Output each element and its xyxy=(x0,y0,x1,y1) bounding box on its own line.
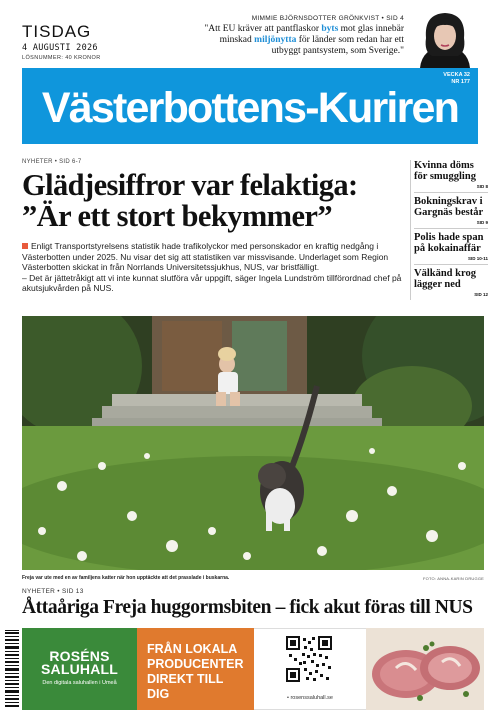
quote-highlight-2: miljönytta xyxy=(254,35,297,45)
lead-ingress xyxy=(22,241,406,294)
ad-qr-panel[interactable] xyxy=(254,628,366,710)
ad-brand-line-1: ROSÉNS xyxy=(49,648,110,664)
issue-price: LÖSNUMMER: 40 KRONOR xyxy=(22,55,101,61)
quote-text-1: "Att EU kräver att pantflaskor xyxy=(204,24,322,34)
ad-url[interactable]: • rosenssaluhall.se xyxy=(287,695,333,701)
puff-title: Kvinna döms för smuggling xyxy=(414,160,476,182)
week-label: VECKA 32 xyxy=(443,72,470,78)
columnist-portrait xyxy=(412,8,478,68)
ad-slogan xyxy=(147,642,247,702)
lead-headline-line-1: Glädjesiffror var felaktiga: xyxy=(22,168,358,202)
puff-title: Polis hade span på kokainaffär xyxy=(414,232,484,254)
puff-item[interactable] xyxy=(411,232,488,261)
puff-page: SID 8 xyxy=(476,184,488,189)
puff-column xyxy=(410,160,488,300)
second-kicker: NYHETER • SID 13 xyxy=(22,588,84,595)
divider xyxy=(414,264,488,265)
issue-number: NR 177 xyxy=(451,79,470,85)
ad-brand-logo xyxy=(22,650,137,676)
ad-slogan-panel[interactable] xyxy=(137,628,254,710)
ingress-quote: – Det är jättetråkigt att vi inte kunnat slutföra vår uppgift, säger Ingela Lundström tillförordnad chef på akutsjukvården på NUS. xyxy=(22,272,402,293)
ad-product-photo xyxy=(366,628,484,710)
barcode xyxy=(5,628,19,710)
weekday: TISDAG xyxy=(22,22,92,41)
puff-page: SID 12 xyxy=(474,292,488,297)
newspaper-title: Västerbottens-Kuriren xyxy=(41,84,459,132)
puff-title: Välkänd krog lägger ned xyxy=(414,268,476,290)
puff-title: Bokningskrav i Gargnäs består xyxy=(414,196,484,218)
quote-text-2: mot glas innebär minskad xyxy=(219,24,404,45)
puff-page: SID 10-11 xyxy=(467,256,488,261)
puff-item[interactable] xyxy=(411,160,488,189)
puff-item[interactable] xyxy=(411,196,488,225)
ad-slogan-line-1: FRÅN LOKALA xyxy=(147,642,238,656)
issue-date: 4 AUGUSTI 2026 xyxy=(22,43,98,53)
bullet-square-icon xyxy=(22,243,28,249)
puff-page: SID 9 xyxy=(476,220,488,225)
ad-brand-line-2: SALUHALL xyxy=(40,661,119,677)
teaser-quote[interactable] xyxy=(194,24,404,57)
quote-highlight-1: byts xyxy=(321,24,339,34)
puff-item[interactable] xyxy=(411,268,488,297)
divider xyxy=(414,228,488,229)
ingress-text: Enligt Transportstyrelsens statistik hade trafikolyckor med personskador en kraftig nedgång i Västerbotten under 2025. Nu visar det sig att statistiken var missvisande. Underlaget som Region Västerbotten skickat in från Norrlands Universitetssjukhus, NUS, var bristfälligt. xyxy=(22,241,389,272)
photo-credit: FOTO: ANNA-KARIN DRUGGE xyxy=(423,576,484,581)
ad-brand-subtitle: Den digitala saluhallen i Umeå xyxy=(42,680,117,686)
header-strip xyxy=(0,0,500,68)
quote-text-3: för länder som redan har ett utbyggt pantsystem, som Sverige." xyxy=(271,35,404,56)
quote-source[interactable]: MIMMIE BJÖRNSDOTTER GRÖNKVIST • SID 4 xyxy=(251,15,404,22)
photo-caption: Freja var ute med en av familjens katter när hon upptäckte att det prasslade i buskarna. xyxy=(22,575,230,581)
masthead[interactable] xyxy=(22,68,478,144)
divider xyxy=(414,192,488,193)
advertisement[interactable] xyxy=(22,628,484,710)
lead-headline[interactable] xyxy=(22,170,407,232)
ad-slogan-line-2: PRODUCENTER xyxy=(147,657,244,671)
qr-code-icon[interactable] xyxy=(286,636,332,682)
ad-brand-panel[interactable] xyxy=(22,628,137,710)
lead-photo[interactable] xyxy=(22,316,484,570)
second-headline[interactable]: Åttaåriga Freja huggormsbiten – fick akut föras till NUS xyxy=(22,597,473,618)
ad-slogan-line-3: DIREKT TILL DIG xyxy=(147,672,224,701)
lead-headline-line-2: ”Är ett stort bekymmer” xyxy=(22,199,333,233)
lead-kicker: NYHETER • SID 6-7 xyxy=(22,159,82,165)
